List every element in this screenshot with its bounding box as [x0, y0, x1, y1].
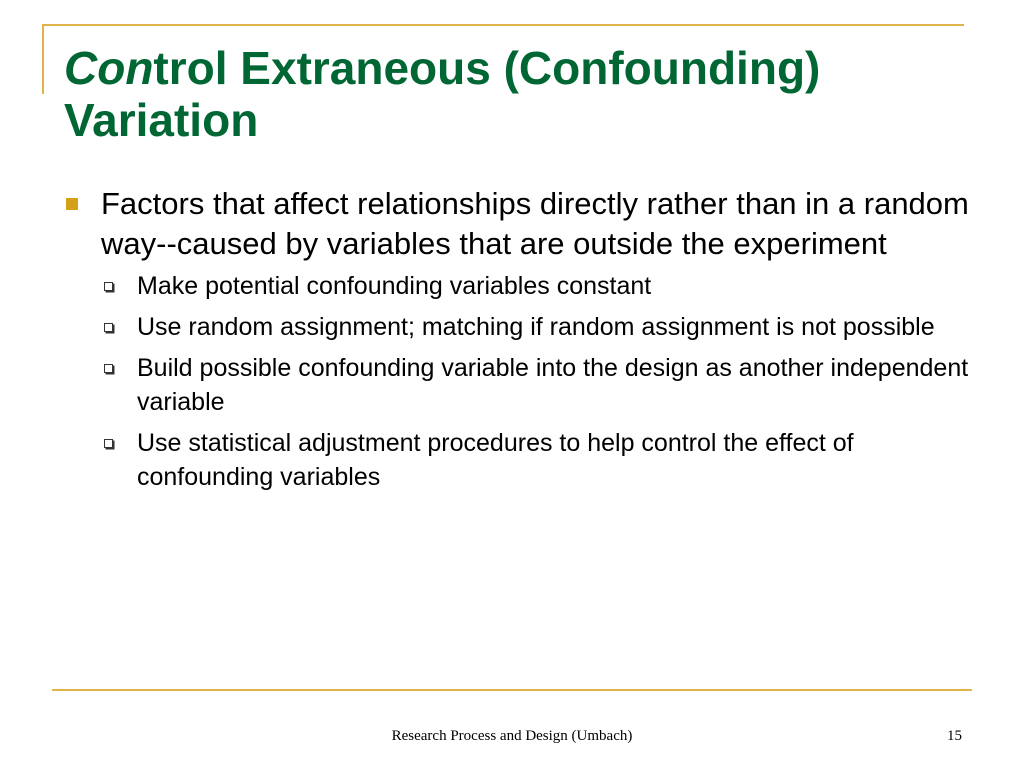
page-number: 15 — [947, 728, 962, 744]
title-italic-part: Con — [64, 42, 154, 94]
square-bullet-icon — [66, 198, 78, 210]
hollow-square-bullet-icon — [104, 282, 113, 291]
footer-rule — [52, 689, 972, 691]
sub-bullet-item — [64, 269, 974, 303]
title-rest-line1: trol Extraneous (Confounding) — [153, 42, 821, 94]
hollow-square-bullet-icon — [104, 439, 113, 448]
sub-bullet-item — [64, 426, 974, 494]
left-frame-line — [42, 24, 44, 94]
sub-bullet-text: Use statistical adjustment procedures to help control the effect of confounding variables — [137, 429, 854, 491]
title-line2: Variation — [64, 94, 259, 146]
sub-bullet-list — [64, 269, 974, 494]
top-frame-line — [42, 24, 964, 26]
sub-bullet-item — [64, 310, 974, 344]
sub-bullet-text: Make potential confounding variables constant — [137, 272, 652, 300]
hollow-square-bullet-icon — [104, 323, 113, 332]
sub-bullet-item — [64, 351, 974, 419]
bullet-text: Factors that affect relationships directly rather than in a random way--caused by variables that are outside the experiment — [101, 186, 969, 261]
slide-content — [64, 184, 974, 501]
hollow-square-bullet-icon — [104, 364, 113, 373]
sub-bullet-text: Use random assignment; matching if random assignment is not possible — [137, 313, 935, 341]
slide-title — [64, 42, 984, 146]
footer-text: Research Process and Design (Umbach) — [391, 728, 633, 744]
sub-bullet-text: Build possible confounding variable into the design as another independent variable — [137, 354, 969, 416]
bullet-item — [64, 184, 974, 264]
